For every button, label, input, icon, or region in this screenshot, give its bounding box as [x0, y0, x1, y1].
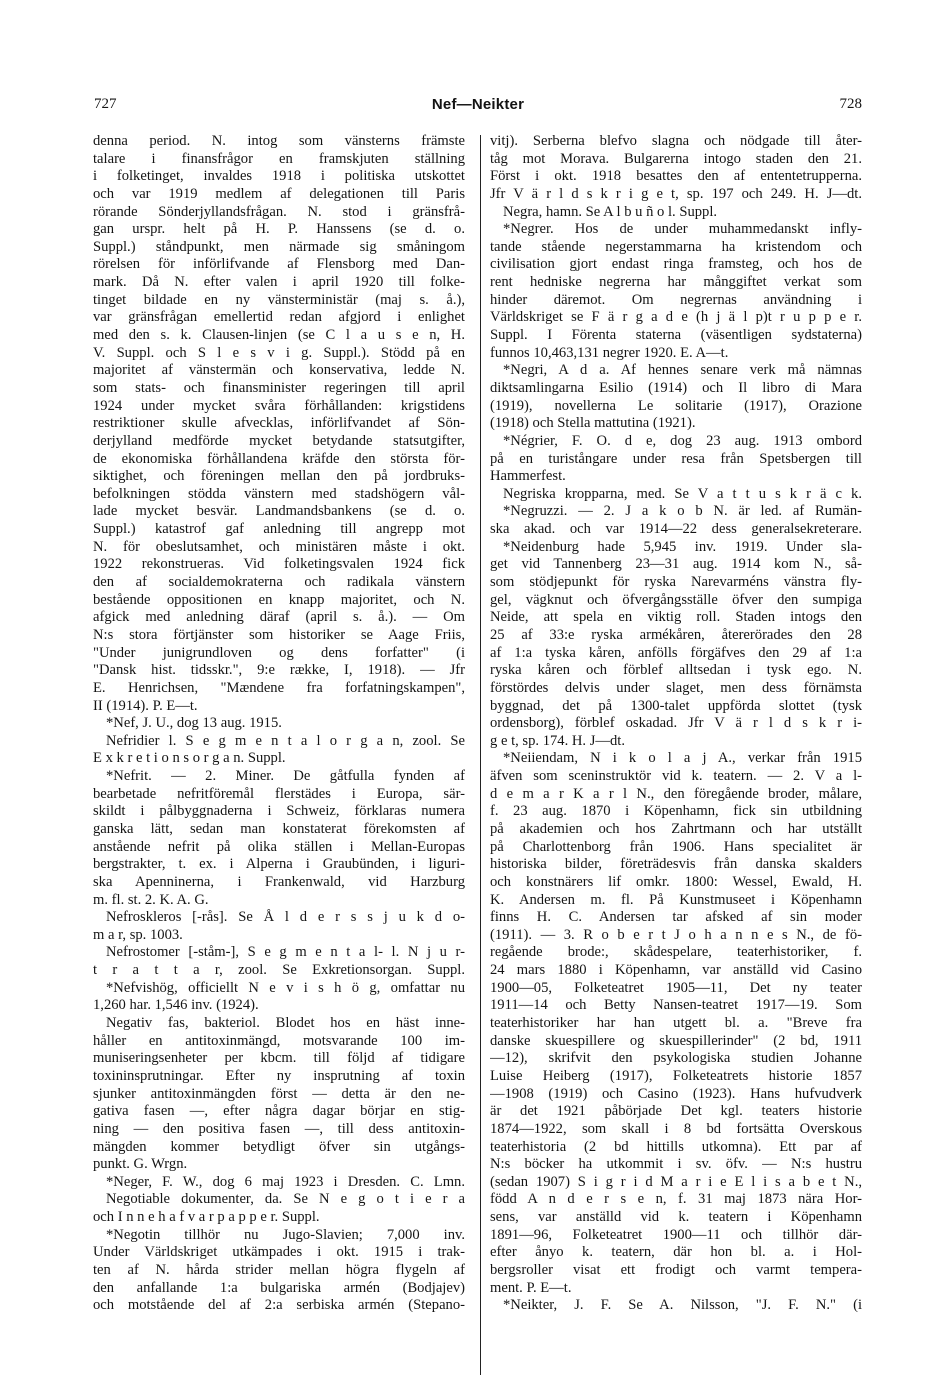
- text-line: i folketinget, invaldes 1918 i politiska utskottet: [93, 168, 465, 185]
- text-line: som stödjepunkt för ryska Narevarméns vänstra fly-: [490, 574, 862, 591]
- text-line: Under Världskriget utkämpades i okt. 1915 i trak-: [93, 1244, 465, 1261]
- page-number-right: 728: [839, 96, 862, 112]
- text-line: N:s stora förtjänster som historiker se Aage Friis,: [93, 626, 465, 643]
- text-line: befolkningen stödda vänstern med stadshögern vål-: [93, 485, 465, 502]
- text-line: finns H. C. Andersen tar afsked af sin moder: [490, 909, 862, 926]
- text-line: denna period. N. intog som vänsterns främste: [93, 133, 465, 149]
- text-line: Neide, att spela en viktig roll. Staden intogs den: [490, 609, 862, 626]
- text-line: gativa fasen —, efter några dagar börjar en stig-: [93, 1103, 465, 1120]
- text-line: ska Apenninerna, i Frankenwald, vid Harzburg: [93, 873, 465, 890]
- text-line: och I n n e h a f v a r p a p p e r. Suppl.: [93, 1209, 320, 1226]
- text-line: (1918) och Stella mattutina (1921).: [490, 415, 696, 432]
- text-line: 1900—05, Folketeatret 1905—11, Det ny teater: [490, 979, 862, 996]
- text-line: vitj). Serberna blefvo slagna och nödgade till åter-: [490, 133, 862, 149]
- text-line: (1919), novellerna Le solitarie (1917), Orazione: [490, 397, 862, 414]
- text-line: byggnad, det på 1300-talet uppförda slottet (tysk: [490, 697, 862, 714]
- text-line: *Neikter, J. F. Se A. Nilsson, "J. F. N." (i: [503, 1297, 862, 1314]
- text-line: get vid Tannenberg 23—31 aug. 1914 kom N., så-: [490, 556, 862, 573]
- text-line: m. fl. st. 2. K. A. G.: [93, 891, 209, 908]
- text-line: Först i okt. 1918 besattes den af ententetrupperna.: [490, 168, 862, 185]
- text-line: tande stående negerstammarna ha kristendom och: [490, 238, 862, 255]
- text-line: på en turistångare under resa från Spetsbergen till: [490, 450, 862, 467]
- text-line: håller en antitoxinmängd, motsvarande 100 im-: [93, 1032, 465, 1049]
- text-line: af 1:a tyska kåren, anfölls förgäfves den 29 af 1:a: [490, 644, 862, 661]
- text-line: Suppl.) ståndpunkt, men närmade sig småningom: [93, 238, 465, 255]
- text-line: med den s. k. Clausen-linjen (se C l a u s e n, H.: [93, 327, 465, 344]
- text-line: d e m a r K a r l N., den föregående broder, målare,: [490, 785, 862, 802]
- text-line: ryska kåren och förblef alltsedan i tysk ego. N.: [490, 662, 862, 679]
- text-line: Suppl. I Förenta staterna (väsentligen sydstaterna): [490, 327, 862, 344]
- text-line: är det 1921 påbörjade Det kgl. teaters historie: [490, 1103, 862, 1120]
- text-line: majoritet af vänstermän och konservativa, ledde N.: [93, 362, 465, 379]
- text-line: diktsamlingarna Esilio (1914) och Il libro di Mara: [490, 379, 862, 396]
- text-line: Nefroskleros [-rås]. Se Å l d e r s s j u k d o-: [106, 909, 465, 926]
- text-line: *Neiiendam, N i k o l a j A., verkar från 1915: [503, 750, 862, 767]
- text-line: och var 1919 medlem af delegationen till Paris: [93, 185, 465, 202]
- text-line: f. 23 aug. 1870 i Köpenhamn, fick sin utbildning: [490, 803, 862, 820]
- text-line: (sedan 1907) S i g r i d M a r i e E l i s a b e t N.,: [490, 1173, 862, 1190]
- text-line: ning — den positiva fasen —, till dess antitoxin-: [93, 1120, 465, 1137]
- text-line: ska akad. och var 1914—22 dess generalsekreterare.: [490, 521, 862, 538]
- text-line: Suppl.) katastrof gaf anledning till angrepp mot: [93, 521, 465, 538]
- column-divider: [480, 135, 481, 1375]
- text-line: bearbetade nefritföremål flerstädes i Europa, sär-: [93, 785, 465, 802]
- text-line: ten af N. hårda strider mellan högra flygeln af: [93, 1262, 465, 1278]
- page-title: Nef—Neikter: [431, 96, 525, 113]
- text-line: sjunker antitoxinmängden först — detta är den ne-: [93, 1085, 465, 1102]
- text-line: Nefrostomer [-ståm-], S e g m e n t a l- l. N j u r-: [106, 944, 465, 961]
- page-header: [94, 96, 862, 120]
- text-line: tinget bildade en ny vänsterministär (maj s. å.),: [93, 291, 465, 308]
- text-line: förstördes delvis under slaget, men dess förnämsta: [490, 679, 862, 696]
- text-line: talare i finansfrågor en framskjuten ställning: [93, 150, 465, 167]
- text-line: rörelsen för införlifvande af Flensborg med Dan-: [93, 256, 465, 273]
- text-line: Negotiable dokumenter, da. Se N e g o t i e r a: [106, 1191, 465, 1208]
- text-line: skildt i pålbyggnaderna i Schweiz, förklaras numera: [93, 803, 465, 820]
- text-line: de ekonomiska förhållandena kräfde den största för-: [93, 450, 465, 467]
- text-line: K. Andersen m. fl. På Kunstmuseet i Köpenhamn: [490, 891, 862, 908]
- text-line: 1891—96, Folketeatret 1900—11 och tillhör där-: [490, 1226, 862, 1243]
- text-line: ganska lätt, sedan man konstaterat förekomsten af: [93, 820, 465, 837]
- text-line: 1922 rekonstrueras. Vid folketingsvalen 1924 fick: [93, 556, 465, 573]
- text-line: på akademien och hos Zahrtmann och har utställt: [490, 820, 862, 837]
- text-line: den anfallande 1:a bulgariska armén (Bodjajev): [93, 1279, 465, 1296]
- text-line: *Negotin tillhör nu Jugo-Slavien; 7,000 inv.: [106, 1226, 465, 1243]
- text-line: Negriska kropparna, med. Se V a t t u s k r ä c k.: [503, 485, 862, 502]
- text-line: derjylland medförde mycket betydande statsutgifter,: [93, 432, 465, 449]
- text-line: född A n d e r s e n, f. 31 maj 1873 nära Hor-: [490, 1191, 862, 1208]
- text-line: civilisation gjort endast ringa framsteg, och hos de: [490, 256, 862, 273]
- text-line: 1,260 har. 1,546 inv. (1924).: [93, 997, 259, 1014]
- text-line: muniseringsenheter per kbcm. till följd af tidigare: [93, 1050, 465, 1067]
- text-line: V. Suppl. och S l e s v i g. Suppl.). Stödd på en: [93, 344, 465, 361]
- page-number-left: 727: [94, 96, 117, 112]
- text-line: *Nefvishög, officiellt N e v i s h ö g, omfattar nu: [106, 979, 465, 996]
- text-line: danske skuespillere og skuespillerinder" (2 bd, 1911: [490, 1032, 862, 1049]
- text-line: N:s böcker ha utkommit i sv. öfv. — N:s hustru: [490, 1156, 862, 1173]
- text-line: efter ånyo k. teatern, där hon bl. a. i Hol-: [490, 1244, 862, 1261]
- text-line: punkt. G. Wrgn.: [93, 1156, 188, 1173]
- text-line: siktighet, och föreningen mellan den på jordbruks-: [93, 468, 465, 485]
- text-line: (1911). — 3. R o b e r t J o h a n n e s N., de fö-: [490, 926, 862, 943]
- text-line: som stats- och finansminister regeringen till april: [93, 379, 465, 396]
- text-line: 24 mars 1880 i Köpenhamn, var anställd vid Casino: [490, 962, 862, 979]
- text-line: historiska bilder, företrädesvis från danska skalders: [490, 856, 862, 873]
- text-line: t r a t t a r, zool. Se Exkretionsorgan. Suppl.: [93, 962, 465, 979]
- text-line: N. för obeslutsamhet, och ministären måste i okt.: [93, 538, 465, 555]
- right-column: [490, 133, 862, 1373]
- left-column: [93, 133, 465, 1373]
- text-line: Världskriget se F ä r g a d e (h j ä l p)t r u p p e r.: [490, 309, 862, 326]
- text-line: g e t, sp. 174. H. J—dt.: [490, 732, 625, 749]
- text-line: 1874—1922, som skall i 8 bd fortsätta Overskous: [490, 1120, 862, 1137]
- text-line: *Negruzzi. — 2. J a k o b N. är led. af Rumän-: [503, 503, 862, 520]
- text-line: teaterhistoriker har han utgett bl. a. "Breve fra: [490, 1015, 862, 1032]
- text-line: ordensborg), förblef oskadad. Jfr V ä r l d s k r i-: [490, 715, 862, 732]
- text-line: *Negrer. Hos de under muhammedanskt infly-: [503, 221, 862, 238]
- text-line: funnos 10,463,131 negrer 1920. E. A—t.: [490, 344, 729, 361]
- text-line: Nefridier l. S e g m e n t a l o r g a n, zool. Se: [106, 732, 465, 749]
- text-line: restriktioner skulle afvecklas, införlifvandet af Sön-: [93, 415, 465, 432]
- text-line: hinder däremot. Om negrernas användning i: [490, 291, 862, 308]
- text-line: ment. P. E—t.: [490, 1279, 572, 1296]
- text-line: gel, vägknut och öfvergångsställe öfver den sumpiga: [490, 591, 862, 608]
- text-line: och konstnärers lif omkr. 1800: Wessel, Ewald, H.: [490, 873, 862, 890]
- text-line: bergsroller visat ett frodigt och varmt tempera-: [490, 1262, 862, 1278]
- text-line: *Nefrit. — 2. Miner. De gåtfulla fynden af: [106, 768, 465, 785]
- text-line: —12), skrifvit den psykologiska studien Johanne: [490, 1050, 862, 1067]
- text-line: mark. Då N. efter valen i april 1920 till folke-: [93, 274, 465, 291]
- text-line: *Nef, J. U., dog 13 aug. 1915.: [106, 715, 282, 732]
- text-line: E. Henrichsen, "Mændene fra forfatningskampen",: [93, 679, 465, 696]
- text-line: *Negri, A d a. Af hennes senare verk må nämnas: [503, 362, 862, 379]
- text-line: Hammerfest.: [490, 468, 566, 485]
- text-line: Negativ fas, bakteriol. Blodet hos en häst inne-: [106, 1015, 465, 1032]
- text-line: lade mycket besvär. Landmandsbankens (se d. o.: [93, 503, 465, 520]
- text-line: Negra, hamn. Se A l b u ñ o l. Suppl.: [503, 203, 718, 220]
- text-line: mängden kommer betydligt öfver sin utgångs-: [93, 1138, 465, 1155]
- text-line: på Charlottenborg från 1906. Hans specialitet är: [490, 838, 862, 855]
- text-line: E x k r e t i o n s o r g a n. Suppl.: [93, 750, 286, 767]
- text-line: Jfr V ä r l d s k r i g e t, sp. 197 och 249. H. J—dt.: [490, 185, 862, 202]
- text-line: m a r, sp. 1003.: [93, 926, 183, 943]
- text-line: äfven som sceninstruktör vid k. teatern. — 2. V a l-: [490, 768, 862, 785]
- text-line: sens, var anställd vid k. teatern i Köpenhamn: [490, 1209, 862, 1226]
- text-line: toxininsprutningar. Efter ny insprutning af toxin: [93, 1067, 465, 1084]
- text-line: 1911—14 och Betty Nansen-teatret 1917—19. Som: [490, 997, 862, 1014]
- text-line: —1908 (1919) och Casino (1923). Hans hufvudverk: [490, 1085, 862, 1102]
- text-line: var gränsfrågan emellertid redan afgjord i enlighet: [93, 309, 465, 326]
- text-line: 1924 under mycket svåra förhållanden: krigstidens: [93, 397, 465, 414]
- text-line: tåg mot Morava. Bulgarerna intogo staden den 21.: [490, 150, 862, 167]
- text-line: teaterhistoria (2 bd hittills utkomna). Ett par af: [490, 1138, 862, 1155]
- text-line: den af socialdemokraterna och radikala vänstern: [93, 574, 465, 591]
- text-line: rörande Sönderjyllandsfrågan. N. stod i gränsfrå-: [93, 203, 465, 220]
- text-line: regående brode:, skådespelare, teaterhistoriker, f.: [490, 944, 862, 961]
- text-line: rent hedniske negrerna har månggiftet verkat som: [490, 274, 862, 291]
- text-line: afgick med anledning däraf (april s. å.). — Om: [93, 609, 465, 626]
- text-line: II (1914). P. E—t.: [93, 697, 198, 714]
- text-line: Luise Heiberg (1917), Folketeatrets historie 1857: [490, 1067, 862, 1084]
- text-line: *Négrier, F. O. d e, dog 23 aug. 1913 ombord: [503, 432, 862, 449]
- text-line: och motstående del af 2:a serbiska armén (Stepano-: [93, 1297, 465, 1314]
- text-line: 25 af 33:e ryska armékåren, återerörades den 28: [490, 626, 862, 643]
- text-line: *Neger, F. W., dog 6 maj 1923 i Dresden. C. Lmn.: [106, 1173, 465, 1190]
- text-line: gan urspr. helt på H. P. Hanssens (se d. o.: [93, 221, 465, 238]
- text-line: "Under junigrundloven og dens forfatter" (i: [93, 644, 465, 661]
- text-line: *Neidenburg hade 5,945 inv. 1919. Under sla-: [503, 538, 862, 555]
- text-line: anstående nefrit på olika ställen i Mellan-Europas: [93, 838, 465, 855]
- text-line: bergstrakter, t. ex. i Alperna i Graubünden, i liguri-: [93, 856, 465, 873]
- text-line: "Dansk hist. tidsskr.", 9:e række, I, 1918). — Jfr: [93, 662, 465, 679]
- text-line: bestående oppositionen en knapp majoritet, och N.: [93, 591, 465, 608]
